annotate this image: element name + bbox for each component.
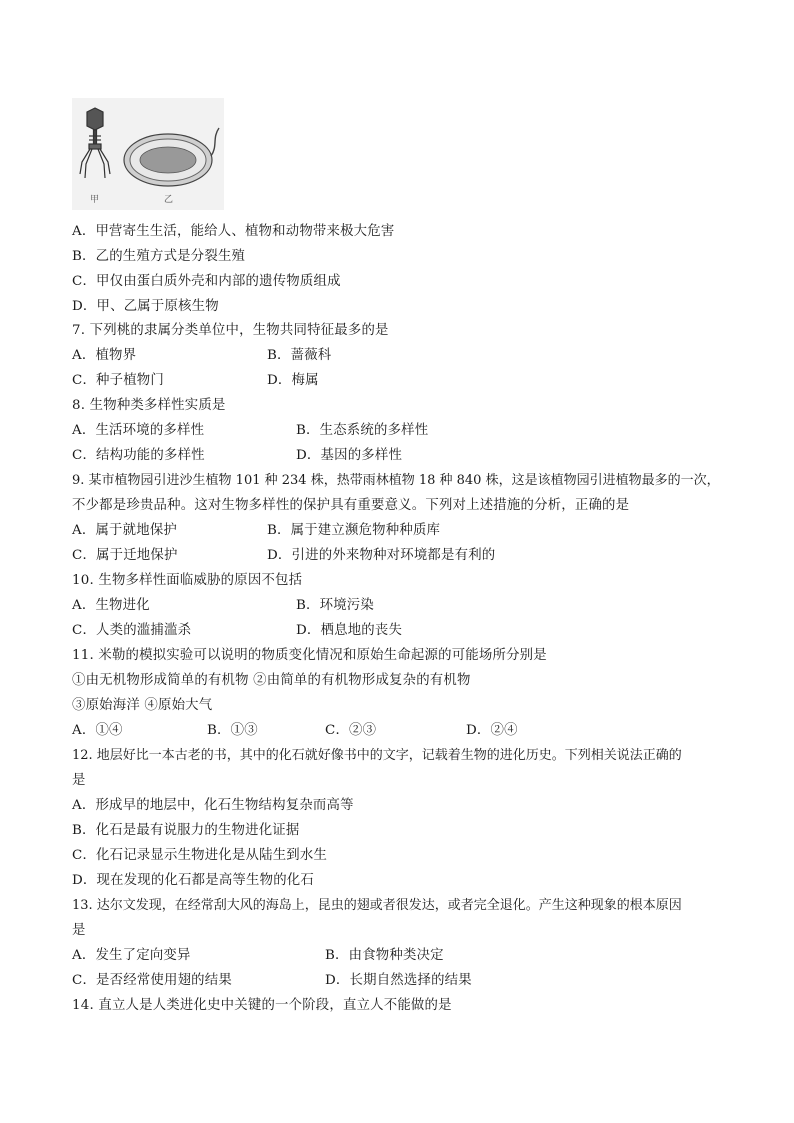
q9-option-c: C．属于迁地保护 (72, 548, 178, 563)
q8-option-b: B．生态系统的多样性 (296, 423, 429, 438)
q13-option-a: A．发生了定向变异 (72, 948, 191, 963)
q11-option-a: A．①④ (72, 723, 123, 738)
q10-option-b: B．环境污染 (296, 598, 374, 613)
q14-stem: 14. 直立人是人类进化史中关键的一个阶段，直立人不能做的是 (72, 998, 452, 1013)
q7-stem: 7. 下列桃的隶属分类单位中，生物共同特征最多的是 (72, 323, 389, 338)
q8-option-d: D．基因的多样性 (296, 448, 403, 463)
q12-stem-line1: 12. 地层好比一本古老的书，其中的化石就好像书中的文字，记载着生物的进化历史。下列相关说法正确的 (72, 748, 682, 763)
q7-option-d: D．梅属 (267, 373, 319, 388)
q11-items-line1: ①由无机物形成简单的有机物 ②由简单的有机物形成复杂的有机物 (72, 673, 471, 688)
q13-stem-line2: 是 (72, 923, 86, 938)
q12-option-c: C．化石记录显示生物进化是从陆生到水生 (72, 848, 328, 863)
q12-stem-line2: 是 (72, 773, 86, 788)
figure-label-yi: 乙 (164, 195, 174, 205)
q9-option-d: D．引进的外来物种对环境都是有利的 (267, 548, 496, 563)
q6-option-b: B．乙的生殖方式是分裂生殖 (72, 249, 246, 264)
q9-option-a: A．属于就地保护 (72, 523, 178, 538)
q12-option-d: D．现在发现的化石都是高等生物的化石 (72, 873, 314, 888)
q9-stem-line2: 不少都是珍贵品种。这对生物多样性的保护具有重要意义。下列对上述措施的分析，正确的是 (72, 498, 630, 513)
q13-option-c: C．是否经常使用翅的结果 (72, 973, 232, 988)
q7-option-b: B．蔷薇科 (267, 348, 332, 363)
q13-stem-line1: 13. 达尔文发现，在经常刮大风的海岛上，昆虫的翅或者很发达，或者完全退化。产生这种现象的根本原因 (72, 898, 682, 913)
q10-option-c: C．人类的滥捕滥杀 (72, 623, 192, 638)
q10-option-d: D．栖息地的丧失 (296, 623, 403, 638)
q13-option-b: B．由食物种类决定 (325, 948, 444, 963)
q6-option-c: C．甲仅由蛋白质外壳和内部的遗传物质组成 (72, 274, 341, 289)
q7-option-c: C．种子植物门 (72, 373, 164, 388)
q7-option-a: A．植物界 (72, 348, 137, 363)
q11-option-b: B．①③ (207, 723, 258, 738)
q9-stem-line1: 9. 某市植物园引进沙生植物 101 种 234 株，热带雨林植物 18 种 840 株，这是该植物园引进植物最多的一次， (72, 473, 720, 488)
q12-option-a: A．形成早的地层中，化石生物结构复杂而高等 (72, 798, 354, 813)
q11-option-c: C．②③ (325, 723, 377, 738)
q12-option-b: B．化石是最有说服力的生物进化证据 (72, 823, 300, 838)
figure-label-jia: 甲 (90, 195, 100, 205)
q9-option-b: B．属于建立濒危物种种质库 (267, 523, 441, 538)
q8-stem: 8. 生物种类多样性实质是 (72, 398, 226, 413)
q6-option-d: D．甲、乙属于原核生物 (72, 299, 219, 314)
q6-option-a: A．甲营寄生生活，能给人、植物和动物带来极大危害 (72, 224, 395, 239)
q11-items-line2: ③原始海洋 ④原始大气 (72, 698, 213, 713)
q11-stem: 11. 米勒的模拟实验可以说明的物质变化情况和原始生命起源的可能场所分别是 (72, 648, 547, 663)
q10-stem: 10. 生物多样性面临威胁的原因不包括 (72, 573, 303, 588)
q10-option-a: A．生物进化 (72, 598, 150, 613)
q11-option-d: D．②④ (466, 723, 518, 738)
q8-option-a: A．生活环境的多样性 (72, 423, 205, 438)
q13-option-d: D．长期自然选择的结果 (325, 973, 472, 988)
microbe-figure (72, 98, 224, 210)
q8-option-c: C．结构功能的多样性 (72, 448, 205, 463)
